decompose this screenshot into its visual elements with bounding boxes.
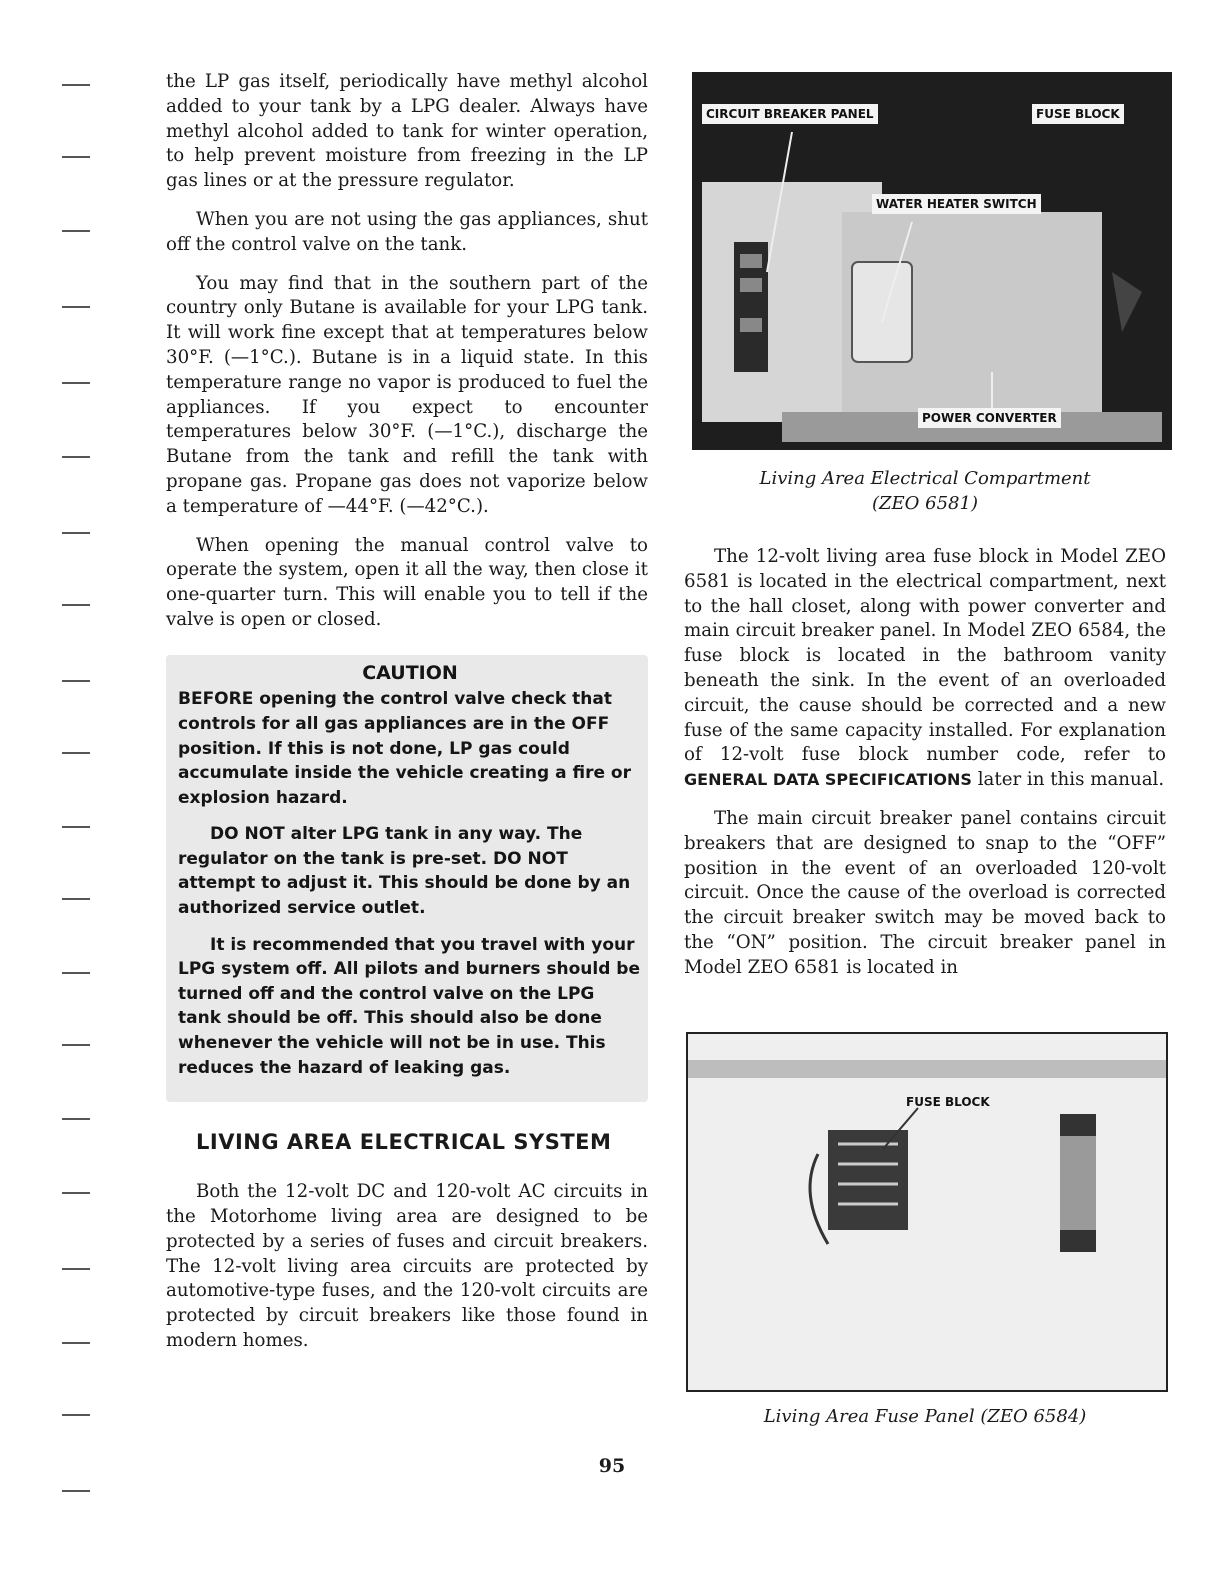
paragraph-butane: You may find that in the southern part of the country only Butane is available for your LPG tank. It will work fine except that at temperatures below 30°F. (—1°C.). Butane is in a liquid state. In this temperature range no vapor is produced to fuel the appliances. If you expect to encounter temperatures below 30°F. (—1°C.), discharge the Butane from the tank and refill the tank with propane gas. Propane gas does not vaporize below a temperature of —44°F. (—42°C.). — [166, 272, 648, 517]
paragraph-circuit-breaker: The main circuit breaker panel contains circuit breakers that are designed to snap to the “OFF” position in the event of an overloaded 120-volt circuit. Once the cause of the overload is corrected the circuit breaker switch may be moved back to the “ON” position. The circuit breaker panel in Model ZEO 6581 is located in — [684, 807, 1166, 978]
label-fuse-block: FUSE BLOCK — [906, 1095, 990, 1109]
label-power-converter: POWER CONVERTER — [918, 408, 1061, 428]
caution-paragraph: DO NOT alter LPG tank in any way. The regulator on the tank is pre-set. DO NOT attempt to adjust it. This should be done by an authorized service outlet. — [178, 824, 631, 919]
photo1-caption-line2: (ZEO 6581) — [872, 493, 978, 514]
left-column — [166, 70, 648, 1368]
paragraph-fuse-block-text: The 12-volt living area fuse block in Model ZEO 6581 is located in the electrical compartment, next to the hall closet, along with power converter and main circuit breaker panel. In Model ZEO 6584, the fuse block is located in the bathroom vanity beneath the sink. In the event of an overloaded circuit, the cause should be corrected and a new fuse of the same capacity installed. For explanation of 12-volt fuse block number code, refer to — [684, 546, 1166, 766]
right-column-text — [684, 545, 1166, 995]
compartment-illustration — [692, 72, 1172, 450]
section-heading: LIVING AREA ELECTRICAL SYSTEM — [196, 1130, 612, 1155]
paragraph-methyl-alcohol: the LP gas itself, periodically have methyl alcohol added to your tank by a LPG dealer. Always have methyl alcohol added to tank for winter operation, to help prevent moisture from freezing in the LP gas lines or at the pressure regulator. — [166, 71, 648, 192]
paragraph-fuse-block-tail: later in this manual. — [977, 769, 1165, 791]
label-water-heater-switch: WATER HEATER SWITCH — [872, 194, 1041, 214]
paragraph-shut-off-valve: When you are not using the gas appliances, shut off the control valve on the tank. — [166, 208, 648, 255]
photo2-caption: Living Area Fuse Panel (ZEO 6584) — [763, 1406, 1087, 1427]
fuse-panel-illustration — [688, 1034, 1166, 1390]
photo-fuse-panel — [686, 1032, 1168, 1392]
general-data-specifications-ref: GENERAL DATA SPECIFICATIONS — [684, 770, 972, 790]
page-number: 95 — [598, 1455, 626, 1477]
photo-electrical-compartment — [692, 72, 1172, 450]
photo1-caption — [684, 466, 1166, 516]
photo1-caption-line1: Living Area Electrical Compartment — [759, 468, 1091, 489]
caution-paragraph: BEFORE opening the control valve check that controls for all gas appliances are in the OFF position. If this is not done, LP gas could accumulate inside the vehicle creating a fire or explosion hazard. — [178, 689, 631, 808]
caution-title: CAUTION — [362, 661, 458, 684]
paragraph-electrical-system: Both the 12-volt DC and 120-volt AC circuits in the Motorhome living area are designed to be protected by a series of fuses and circuit breakers. The 12-volt living area circuits are protected by automotive-type fuses, and the 120-volt circuits are protected by circuit breakers like those found in modern homes. — [166, 1181, 648, 1352]
caution-box — [166, 655, 648, 1103]
caution-paragraph: It is recommended that you travel with your LPG system off. All pilots and burners should be turned off and the control valve on the LPG tank should be off. This should also be done whenever the vehicle will not be in use. This reduces the hazard of leaking gas. — [178, 934, 640, 1078]
paragraph-fuse-block — [684, 545, 1166, 793]
paragraph-manual-valve: When opening the manual control valve to operate the system, open it all the way, then close it one-quarter turn. This will enable you to tell if the valve is open or closed. — [166, 534, 648, 630]
label-circuit-breaker-panel: CIRCUIT BREAKER PANEL — [702, 104, 878, 124]
label-fuse-block: FUSE BLOCK — [1032, 104, 1124, 124]
